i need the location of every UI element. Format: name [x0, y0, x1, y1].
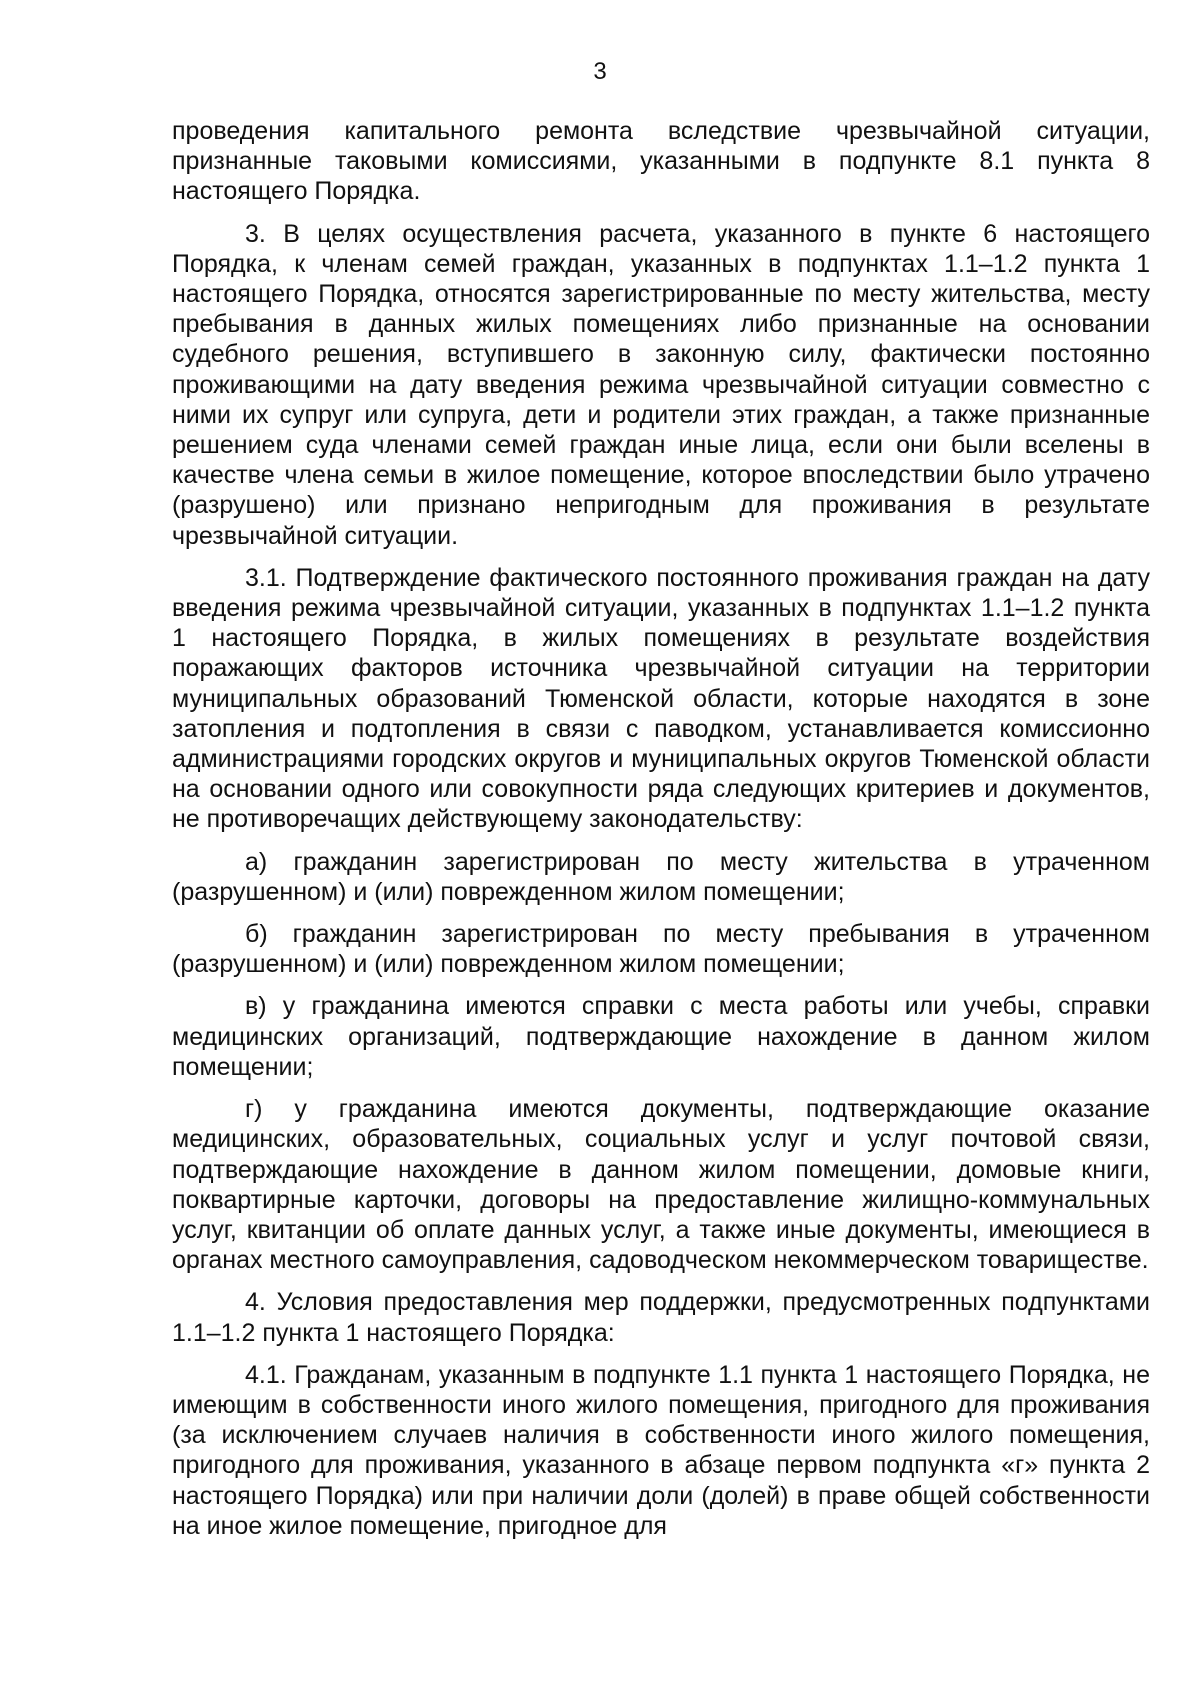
paragraph-continuation: проведения капитального ремонта вследствие чрезвычайной ситуации, признанные таковыми комиссиями, указанными в подпункте 8.1 пункта 8 настоящего Порядка.	[172, 117, 1150, 206]
paragraph-item-g: г) у гражданина имеются документы, подтверждающие оказание медицинских, образовательных, социальных услуг и услуг почтовой связи, подтверждающие нахождение в данном жилом помещении, домовые книги, поквартирные карточки, договоры на предоставление жилищно-коммунальных услуг, квитанции об оплате данных услуг, а также иные документы, имеющиеся в органах местного самоуправления, садоводческом некоммерческом товариществе.	[172, 1095, 1150, 1275]
paragraph-clause-4: 4. Условия предоставления мер поддержки, предусмотренных подпунктами 1.1–1.2 пункта 1 настоящего Порядка:	[172, 1288, 1150, 1347]
paragraph-item-a: а) гражданин зарегистрирован по месту жительства в утраченном (разрушенном) и (или) поврежденном жилом помещении;	[172, 847, 1150, 906]
paragraph-clause-3-1: 3.1. Подтверждение фактического постоянного проживания граждан на дату введения режима чрезвычайной ситуации, указанных в подпунктах 1.1–1.2 пункта 1 настоящего Порядка, в жилых помещениях в результате воздействия поражающих факторов источника чрезвычайной ситуации на территории муниципальных образований Тюменской области, которые находятся в зоне затопления и подтопления в связи с паводком, устанавливается комиссионно администрациями городских округов и муниципальных округов Тюменской области на основании одного или совокупности ряда следующих критериев и документов, не противоречащих действующему законодательству:	[172, 563, 1150, 834]
paragraph-item-b: б) гражданин зарегистрирован по месту пребывания в утраченном (разрушенном) и (или) поврежденном жилом помещении;	[172, 920, 1150, 979]
paragraph-clause-3: 3. В целях осуществления расчета, указанного в пункте 6 настоящего Порядка, к членам семей граждан, указанных в подпунктах 1.1–1.2 пункта 1 настоящего Порядка, относятся зарегистрированные по месту жительства, месту пребывания в данных жилых помещениях либо признанные на основании судебного решения, вступившего в законную силу, фактически постоянно проживающими на дату введения режима чрезвычайной ситуации совместно с ними их супруг или супруга, дети и родители этих граждан, а также признанные решением суда членами семей граждан иные лица, если они были вселены в качестве члена семьи в жилое помещение, которое впоследствии было утрачено (разрушено) или признано непригодным для проживания в результате чрезвычайной ситуации.	[172, 219, 1150, 550]
paragraph-clause-4-1: 4.1. Гражданам, указанным в подпункте 1.1 пункта 1 настоящего Порядка, не имеющим в собственности иного жилого помещения, пригодного для проживания (за исключением случаев наличия в собственности иного жилого помещения, пригодного для проживания, указанного в абзаце первом подпункта «г» пункта 2 настоящего Порядка) или при наличии доли (долей) в праве общей собственности на иное жилое помещение, пригодное для	[172, 1360, 1150, 1540]
page-number: 3	[593, 58, 607, 85]
paragraph-item-v: в) у гражданина имеются справки с места работы или учебы, справки медицинских организаций, подтверждающие нахождение в данном жилом помещении;	[172, 992, 1150, 1081]
document-body	[172, 116, 1150, 1553]
